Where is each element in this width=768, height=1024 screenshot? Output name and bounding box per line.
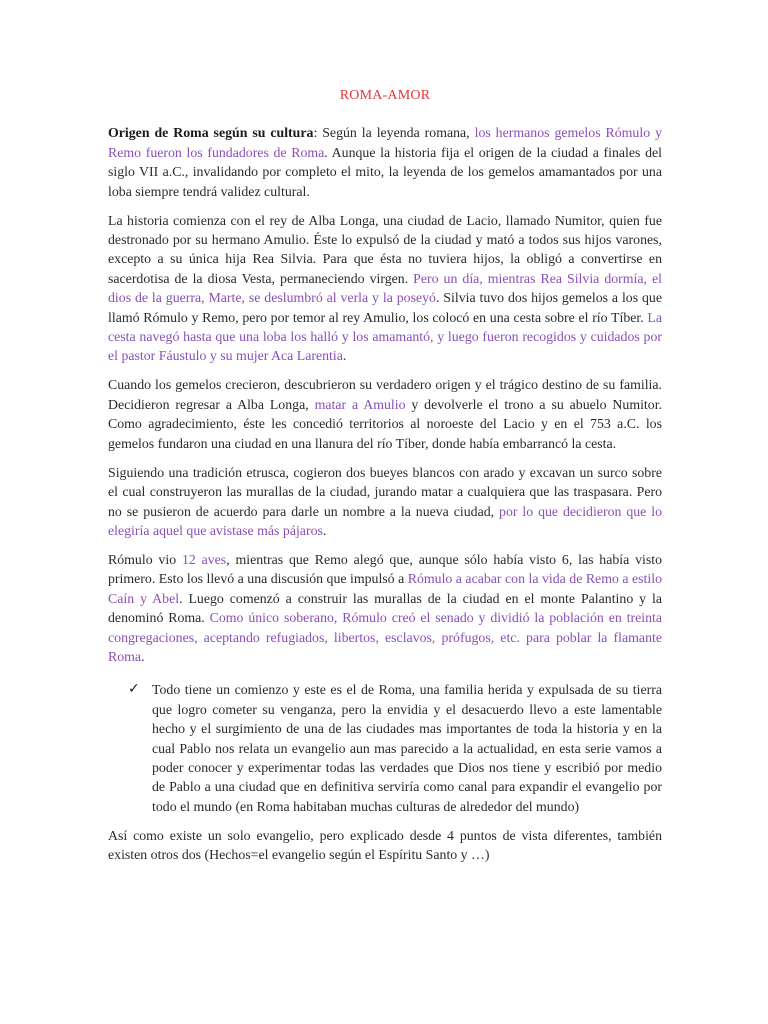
highlighted-text: 12 aves: [181, 551, 227, 567]
paragraph-text: .: [342, 348, 347, 364]
paragraph-text: . Silvia tuvo dos hijos gemelos a los que llamó Rómulo y Remo, pero por temor al rey Amulio, los colocó en una cesta sobre el río Tíber.: [108, 290, 662, 325]
paragraph-text: Rómulo vio: [108, 551, 182, 567]
paragraph-text: : Según la leyenda romana,: [313, 125, 475, 141]
paragraph-gospel: [108, 826, 662, 865]
paragraph-text: Así como existe un solo evangelio, pero explicado desde 4 puntos de vista diferentes, también existen otros dos (Hechos=el evangelio según el Espíritu Santo y …): [108, 827, 662, 863]
paragraph-text: .: [141, 648, 145, 664]
highlighted-text: Pero un día, mientras Rea Silvia dormía, el dios de la guerra, Marte, se deslumbró al verla y la poseyó: [108, 270, 662, 306]
paragraph-text: .: [322, 522, 327, 538]
checklist-item: [108, 680, 662, 816]
highlighted-text: Como único soberano, Rómulo creó el senado y dividió la población en treinta congregaciones, aceptando refugiados, libertos, esclavos, prófugos, etc. para poblar la flamante Roma: [108, 610, 662, 664]
paragraph-text: Siguiendo una tradición etrusca, cogieron dos bueyes blancos con arado y excavan un surco sobre el cual construyeron las murallas de la ciudad, jurando matar a cualquiera que las traspasara. Pero no se pusieron de acuerdo para darle un nombre a la nueva ciudad,: [108, 464, 662, 519]
document-title: ROMA-AMOR: [339, 88, 431, 103]
highlighted-text: La cesta navegó hasta que una loba los halló y los amamantó, y luego fueron recogidos y cuidados por el pastor Fáustulo y su mujer Aca Larentia: [108, 309, 662, 364]
check-icon: ✓: [128, 681, 140, 698]
origin-heading: Origen de Roma según su cultura: [108, 125, 314, 141]
highlighted-text: matar a Amulio: [314, 396, 406, 412]
highlighted-text: por lo que decidieron que lo elegiría aquel que avistase más pájaros: [108, 503, 663, 538]
highlighted-text: los hermanos gemelos Rómulo y Remo fueron los fundadores de Roma: [108, 125, 662, 160]
paragraph-text: . Aunque la historia fija el origen de la ciudad a finales del siglo VII a.C., invalidando por completo el mito, la leyenda de los gemelos amamantados por una loba siempre tendrá validez cultural.: [108, 144, 662, 199]
paragraph-text: y devolverle el trono a su abuelo Numitor. Como agradecimiento, éste les concedió territorios al noroeste del Lacio y en el 753 a.C. los gemelos fundaron una ciudad en una llanura del río Tíber, donde había embarrancó la cesta.: [108, 396, 663, 451]
paragraph-text: . Luego comenzó a construir las murallas de la ciudad en el monte Palantino y la denominó Roma.: [108, 590, 663, 626]
paragraph-tradition: [108, 463, 662, 541]
paragraph-text: Cuando los gemelos crecieron, descubrieron su verdadero origen y el trágico destino de su familia. Decidieron regresar a Alba Longa,: [108, 377, 662, 412]
highlighted-text: Rómulo a acabar con la vida de Remo a estilo Caín y Abel: [108, 571, 662, 606]
paragraph-birds: [108, 550, 662, 666]
paragraph-origin: [108, 123, 662, 201]
document-page: [108, 86, 662, 874]
checklist-item-text: Todo tiene un comienzo y este es el de Roma, una familia herida y expulsada de su tierra que logro cometer su venganza, pero la envidia y el desacuerdo llevo a este lamentable hecho y el surgimiento de una de las ciudades mas importantes de toda la historia y en la cual Pablo nos relata un evangelio aun mas parecido a la actualidad, en esta serie vamos a poder conocer y experimentar todas las verdades que Dios nos tiene y escribió por medio de Pablo a una ciudad que en definitiva serviría como canal para expandir el evangelio por todo el mundo (en Roma habitaban muchas culturas de alrededor del mundo): [152, 682, 662, 814]
paragraph-text: , mientras que Remo alegó que, aunque sólo había visto 6, las había visto primero. Esto los llevó a una discusión que impulsó a: [108, 551, 663, 587]
paragraph-history: [108, 211, 662, 366]
paragraph-text: La historia comienza con el rey de Alba Longa, una ciudad de Lacio, llamado Numitor, quien fue destronado por su hermano Amulio. Éste lo expulsó de la ciudad y mató a todos sus hijos varones, excepto a su única hija Rea Silvia. Para que ésta no tuviera hijos, la obligó a convertirse en sacerdotisa de la diosa Vesta, permaneciendo virgen.: [108, 212, 662, 286]
paragraph-twins: [108, 375, 662, 453]
